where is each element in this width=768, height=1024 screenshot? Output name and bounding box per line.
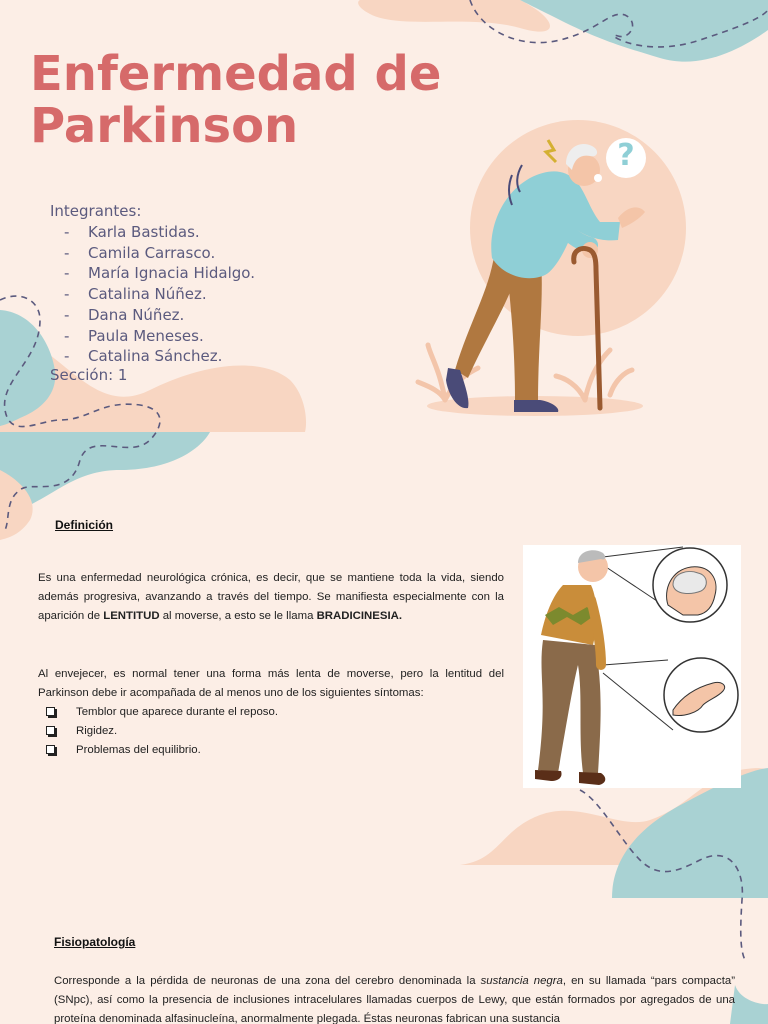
checkbox-bullet-icon — [46, 726, 55, 735]
checkbox-bullet-icon — [46, 745, 55, 754]
members-list — [50, 222, 255, 367]
symptom-item: Rigidez. — [38, 722, 504, 741]
dash-marker: - — [64, 326, 70, 345]
members-block — [50, 200, 255, 367]
symptom-item: Temblor que aparece durante el reposo. — [38, 703, 504, 722]
dash-marker: - — [64, 223, 70, 241]
teal-blob-bottom-corner — [730, 985, 768, 1024]
peach-blob-top — [358, 0, 550, 32]
dash-marker: - — [64, 243, 70, 262]
physiopathology-paragraph: Corresponde a la pérdida de neuronas de una zona del cerebro denominada la sustancia negra, en su llamada “pars compacta” (SNpc), así como la presencia de inclusiones intracelulares llamadas cuerpos de Lewy, que están formados por agregados de una proteína denominada alfasinucleína, anormalmente plegada. Éstas neuronas fabrican una sustancia — [54, 975, 735, 1024]
title-line-1: Enfermedad de — [30, 46, 442, 102]
symptoms-list — [38, 703, 504, 760]
plant-right — [556, 350, 632, 400]
dash-marker: - — [64, 264, 70, 283]
member-item: - Catalina Núñez. — [64, 285, 207, 304]
teal-blob-top-right — [520, 0, 768, 62]
dash-marker: - — [64, 305, 70, 324]
checkbox-bullet-icon — [46, 707, 55, 716]
definition-paragraph-1: Es una enfermedad neurológica crónica, es decir, que se mantiene toda la vida, siendo además progresiva, avanzando a través del tiempo. Se manifiesta especialmente con la aparición de LENTITUD al moverse, a esto se le llama BRADICINESIA. — [38, 572, 504, 622]
symptoms-illustration — [523, 545, 741, 788]
physiopathology-heading: Fisiopatología — [54, 935, 136, 949]
dash-marker: - — [64, 285, 70, 304]
dash-marker: - — [64, 347, 70, 366]
member-item: - Catalina Sánchez. — [64, 347, 223, 366]
member-item: - Karla Bastidas. — [64, 223, 200, 241]
title-line-2: Parkinson — [30, 98, 299, 154]
member-item: - María Ignacia Hidalgo. — [64, 264, 255, 283]
symptom-item: Problemas del equilibrio. — [38, 741, 504, 760]
member-item: - Camila Carrasco. — [64, 243, 216, 262]
members-label: Integrantes: — [50, 202, 142, 220]
bubble-dot — [594, 174, 602, 182]
definition-paragraph-2: Al envejecer, es normal tener una forma más lenta de moverse, pero la lentitud del Parkinson debe ir acompañada de al menos uno de los siguientes síntomas: — [38, 668, 504, 699]
question-mark-icon: ? — [617, 138, 635, 173]
section-label: Sección: 1 — [50, 366, 128, 384]
page-title — [30, 48, 441, 152]
parkinson-man-illustration — [418, 120, 686, 416]
definition-heading: Definición — [55, 518, 114, 532]
member-item: - Dana Núñez. — [64, 305, 185, 324]
member-item: - Paula Meneses. — [64, 326, 204, 345]
parkinson-symptoms-image — [523, 545, 741, 788]
